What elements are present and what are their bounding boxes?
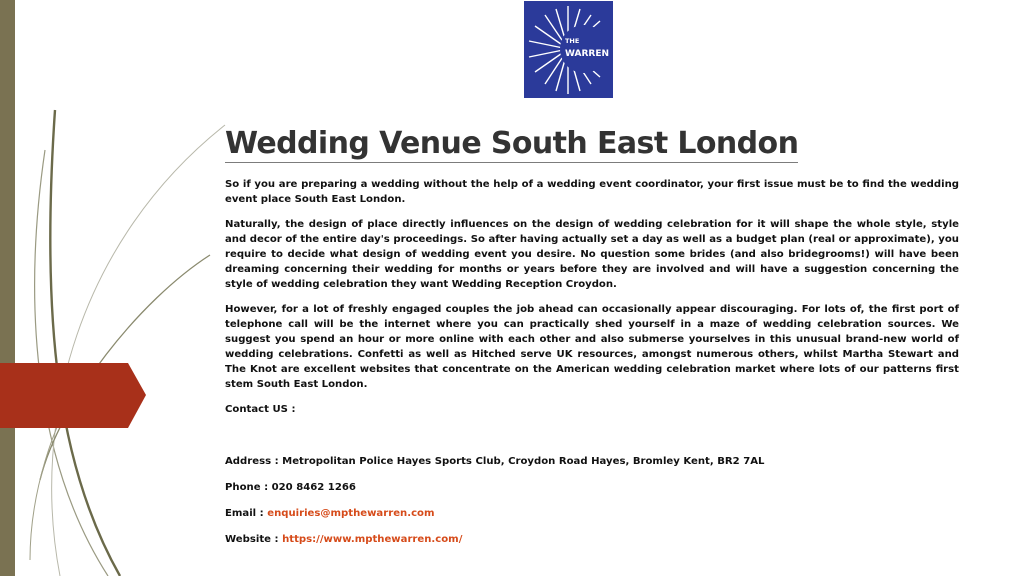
contact-heading: Contact US : xyxy=(225,404,296,415)
website-label: Website : xyxy=(225,534,279,545)
warren-logo xyxy=(524,1,613,98)
email-label: Email : xyxy=(225,508,264,519)
contact-email-row xyxy=(225,506,959,521)
sunburst-icon xyxy=(524,1,613,98)
main-content xyxy=(225,126,959,547)
page-title: Wedding Venue South East London xyxy=(225,126,799,161)
logo-text-the: THE xyxy=(565,37,580,45)
email-link[interactable]: enquiries@mpthewarren.com xyxy=(267,508,435,519)
logo-text-warren: WARREN xyxy=(565,49,610,59)
decorative-curves xyxy=(0,0,230,576)
paragraph-design: Naturally, the design of place directly influences on the design of wedding celebration for it will shape the whole style, style and decor of the entire day's proceedings. So after having actually set a day as well as a budget plan (real or approximate), you require to decide what design of wedding event you desire. No question some brides (and also bridegrooms!) will have been dreaming concerning their wedding for months or years before they are involved and will have a suggestion concerning the style of wedding celebration they want Wedding Reception Croydon. xyxy=(225,219,959,290)
contact-address: Address : Metropolitan Police Hayes Sports Club, Croydon Road Hayes, Bromley Kent, BR2 7AL xyxy=(225,456,765,467)
contact-phone: Phone : 020 8462 1266 xyxy=(225,482,356,493)
accent-tab xyxy=(0,363,146,428)
paragraph-resources: However, for a lot of freshly engaged couples the job ahead can occasionally appear discouraging. For lots of, the first port of telephone call will be the internet where you can practically shed yourself in a maze of wedding celebration sources. We suggest you spend an hour or more online with each other and also submerse yourselves in this unusual brand-new world of wedding celebrations. Confetti as well as Hitched serve UK resources, amongst numerous others, whilst Martha Stewart and The Knot are excellent websites that concentrate on the American wedding celebration market where lots of our patterns first stem South East London. xyxy=(225,304,959,390)
paragraph-intro: So if you are preparing a wedding without the help of a wedding event coordinator, your first issue must be to find the wedding event place South East London. xyxy=(225,179,959,205)
website-link[interactable]: https://www.mpthewarren.com/ xyxy=(282,534,463,545)
contact-website-row xyxy=(225,532,959,547)
